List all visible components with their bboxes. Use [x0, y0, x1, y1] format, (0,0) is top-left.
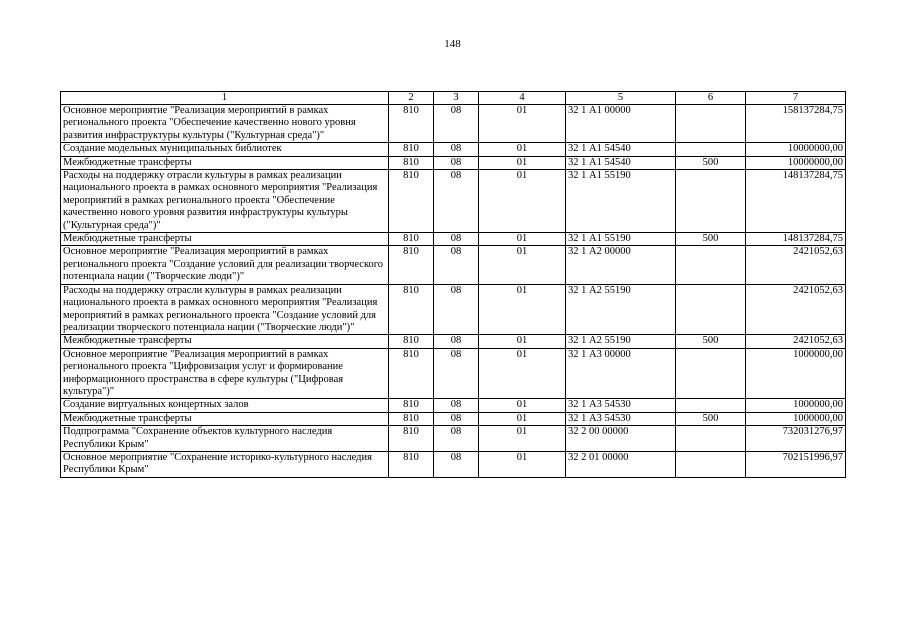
ministry-code-cell: 810 [389, 412, 434, 425]
subsection-code-cell: 01 [479, 451, 566, 477]
amount-cell: 1000000,00 [746, 348, 846, 399]
amount-cell: 2421052,63 [746, 335, 846, 348]
subsection-code-cell: 01 [479, 399, 566, 412]
ministry-code-cell: 810 [389, 426, 434, 452]
section-code-cell: 08 [434, 284, 479, 335]
ministry-code-cell: 810 [389, 233, 434, 246]
header-row [61, 92, 846, 105]
target-article-cell: 32 1 А3 00000 [566, 348, 676, 399]
target-article-cell: 32 1 А1 55190 [566, 233, 676, 246]
expense-type-cell [676, 246, 746, 284]
table-row [61, 399, 846, 412]
target-article-cell: 32 1 А2 00000 [566, 246, 676, 284]
table-row [61, 233, 846, 246]
expense-name-cell: Расходы на поддержку отрасли культуры в рамках реализации национального проекта в рамках основного мероприятия "Реализация мероприятий в рамках регионального проекта "Обеспечение качественно нового уровня развития инфраструктуры культуры ("Культурная среда")" [61, 170, 389, 233]
ministry-code-cell: 810 [389, 246, 434, 284]
ministry-code-cell: 810 [389, 105, 434, 143]
target-article-cell: 32 1 А2 55190 [566, 335, 676, 348]
expense-name-cell: Создание модельных муниципальных библиотек [61, 143, 389, 156]
expense-type-cell: 500 [676, 412, 746, 425]
subsection-code-cell: 01 [479, 233, 566, 246]
ministry-code-cell: 810 [389, 399, 434, 412]
amount-cell: 148137284,75 [746, 233, 846, 246]
expense-name-cell: Основное мероприятие "Реализация мероприятий в рамках регионального проекта "Обеспечение качественно нового уровня развития инфраструктуры культуры ("Культурная среда")" [61, 105, 389, 143]
section-code-cell: 08 [434, 426, 479, 452]
subsection-code-cell: 01 [479, 348, 566, 399]
expense-type-cell [676, 284, 746, 335]
subsection-code-cell: 01 [479, 105, 566, 143]
table-row [61, 451, 846, 477]
target-article-cell: 32 2 00 00000 [566, 426, 676, 452]
section-code-cell: 08 [434, 170, 479, 233]
expense-name-cell: Межбюджетные трансферты [61, 335, 389, 348]
ministry-code-cell: 810 [389, 335, 434, 348]
ministry-code-cell: 810 [389, 451, 434, 477]
ministry-code-cell: 810 [389, 170, 434, 233]
table-row [61, 156, 846, 169]
budget-table [60, 91, 846, 478]
expense-name-cell: Межбюджетные трансферты [61, 156, 389, 169]
expense-name-cell: Межбюджетные трансферты [61, 412, 389, 425]
expense-type-cell [676, 399, 746, 412]
expense-type-cell [676, 170, 746, 233]
subsection-code-cell: 01 [479, 426, 566, 452]
expense-type-cell [676, 143, 746, 156]
table-body [61, 105, 846, 478]
table-row [61, 143, 846, 156]
section-code-cell: 08 [434, 233, 479, 246]
amount-cell: 2421052,63 [746, 284, 846, 335]
column-header-5: 5 [566, 92, 676, 105]
section-code-cell: 08 [434, 246, 479, 284]
ministry-code-cell: 810 [389, 156, 434, 169]
target-article-cell: 32 1 А1 00000 [566, 105, 676, 143]
expense-name-cell: Подпрограмма "Сохранение объектов культурного наследия Республики Крым" [61, 426, 389, 452]
expense-name-cell: Создание виртуальных концертных залов [61, 399, 389, 412]
amount-cell: 702151996,97 [746, 451, 846, 477]
column-header-1: 1 [61, 92, 389, 105]
section-code-cell: 08 [434, 156, 479, 169]
expense-name-cell: Межбюджетные трансферты [61, 233, 389, 246]
amount-cell: 148137284,75 [746, 170, 846, 233]
section-code-cell: 08 [434, 451, 479, 477]
subsection-code-cell: 01 [479, 156, 566, 169]
target-article-cell: 32 1 А3 54530 [566, 399, 676, 412]
subsection-code-cell: 01 [479, 284, 566, 335]
section-code-cell: 08 [434, 335, 479, 348]
expense-name-cell: Основное мероприятие "Сохранение историко-культурного наследия Республики Крым" [61, 451, 389, 477]
section-code-cell: 08 [434, 399, 479, 412]
amount-cell: 10000000,00 [746, 143, 846, 156]
table-row [61, 284, 846, 335]
amount-cell: 158137284,75 [746, 105, 846, 143]
target-article-cell: 32 1 А2 55190 [566, 284, 676, 335]
table-row [61, 335, 846, 348]
subsection-code-cell: 01 [479, 335, 566, 348]
subsection-code-cell: 01 [479, 246, 566, 284]
target-article-cell: 32 1 А3 54530 [566, 412, 676, 425]
table-row [61, 246, 846, 284]
expense-type-cell: 500 [676, 233, 746, 246]
subsection-code-cell: 01 [479, 143, 566, 156]
amount-cell: 732031276,97 [746, 426, 846, 452]
table-row [61, 105, 846, 143]
expense-name-cell: Расходы на поддержку отрасли культуры в рамках реализации национального проекта в рамках основного мероприятия "Реализация мероприятий в рамках регионального проекта "Создание условий для реализации творческого потенциала нации ("Творческие люди")" [61, 284, 389, 335]
expense-type-cell [676, 105, 746, 143]
ministry-code-cell: 810 [389, 143, 434, 156]
section-code-cell: 08 [434, 412, 479, 425]
amount-cell: 1000000,00 [746, 399, 846, 412]
amount-cell: 2421052,63 [746, 246, 846, 284]
column-header-3: 3 [434, 92, 479, 105]
expense-name-cell: Основное мероприятие "Реализация мероприятий в рамках регионального проекта "Цифровизация услуг и формирование информационного пространства в сфере культуры ("Цифровая культура")" [61, 348, 389, 399]
page-number: 148 [444, 38, 461, 50]
column-header-6: 6 [676, 92, 746, 105]
section-code-cell: 08 [434, 348, 479, 399]
expense-type-cell [676, 451, 746, 477]
ministry-code-cell: 810 [389, 284, 434, 335]
column-header-4: 4 [479, 92, 566, 105]
target-article-cell: 32 2 01 00000 [566, 451, 676, 477]
section-code-cell: 08 [434, 105, 479, 143]
expense-type-cell: 500 [676, 156, 746, 169]
target-article-cell: 32 1 А1 55190 [566, 170, 676, 233]
column-header-7: 7 [746, 92, 846, 105]
ministry-code-cell: 810 [389, 348, 434, 399]
table-header [61, 92, 846, 105]
target-article-cell: 32 1 А1 54540 [566, 156, 676, 169]
amount-cell: 10000000,00 [746, 156, 846, 169]
amount-cell: 1000000,00 [746, 412, 846, 425]
expense-type-cell [676, 426, 746, 452]
column-header-2: 2 [389, 92, 434, 105]
section-code-cell: 08 [434, 143, 479, 156]
expense-type-cell [676, 348, 746, 399]
subsection-code-cell: 01 [479, 412, 566, 425]
expense-name-cell: Основное мероприятие "Реализация мероприятий в рамках регионального проекта "Создание условий для реализации творческого потенциала нации ("Творческие люди")" [61, 246, 389, 284]
subsection-code-cell: 01 [479, 170, 566, 233]
table-row [61, 170, 846, 233]
table-row [61, 412, 846, 425]
expense-type-cell: 500 [676, 335, 746, 348]
table-row [61, 426, 846, 452]
table-row [61, 348, 846, 399]
target-article-cell: 32 1 А1 54540 [566, 143, 676, 156]
